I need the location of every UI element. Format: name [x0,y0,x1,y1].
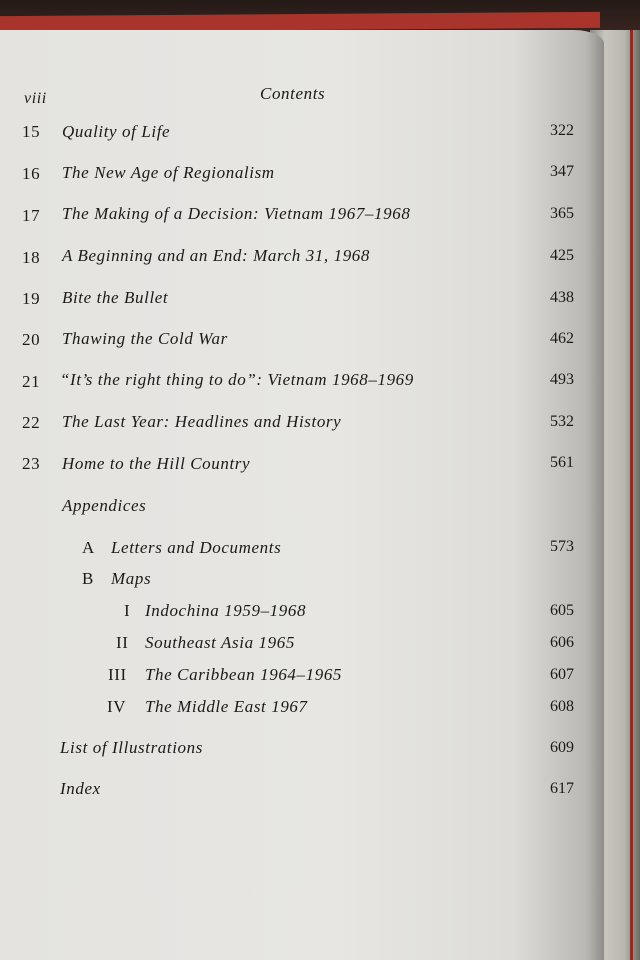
chapter-number: 16 [22,164,41,183]
map-numeral: III [108,665,127,684]
chapter-title: “It’s the right thing to do”: Vietnam 1968–1969 [60,370,414,389]
appendix-title: Maps [111,569,152,588]
illustrations-page: 609 [550,739,574,756]
chapter-title: The New Age of Regionalism [62,163,275,182]
cover-spine-line [630,30,633,960]
chapter-title: Bite the Bullet [62,288,169,307]
map-page: 608 [550,698,574,715]
chapter-page: 438 [550,289,574,306]
appendix-letter: A [82,538,95,557]
appendix-letter: B [82,569,94,588]
chapter-page: 347 [550,163,574,180]
chapter-number: 21 [22,372,41,391]
chapter-number: 17 [22,206,41,225]
index-title: Index [60,779,101,798]
map-page: 605 [550,602,574,619]
appendices-heading: Appendices [62,496,147,515]
map-title: The Middle East 1967 [145,697,308,716]
page-number-label: viii [24,90,47,107]
chapter-page: 425 [550,247,574,264]
chapter-page: 322 [550,122,574,139]
chapter-number: 22 [22,413,41,432]
chapter-number: 20 [22,330,41,349]
appendix-title: Letters and Documents [111,538,282,557]
chapter-page: 493 [550,371,574,388]
map-page: 607 [550,666,574,683]
map-numeral: I [124,601,131,620]
index-page: 617 [550,780,574,797]
page-title: Contents [260,84,326,103]
chapter-title: The Making of a Decision: Vietnam 1967–1968 [62,204,411,223]
map-numeral: II [116,633,129,652]
illustrations-title: List of Illustrations [60,738,203,757]
chapter-title: A Beginning and an End: March 31, 1968 [62,246,370,265]
contents-page [0,30,604,960]
chapter-number: 18 [22,248,41,267]
chapter-page: 462 [550,330,574,347]
chapter-page: 365 [550,205,574,222]
chapter-number: 15 [22,122,41,141]
appendix-page: 573 [550,538,574,555]
chapter-title: Thawing the Cold War [62,329,228,348]
chapter-title: Home to the Hill Country [62,454,251,473]
chapter-number: 19 [22,289,41,308]
chapter-page: 561 [550,454,574,471]
map-title: Indochina 1959–1968 [145,601,307,620]
chapter-title: Quality of Life [62,122,171,141]
chapter-number: 23 [22,454,41,473]
map-title: The Caribbean 1964–1965 [145,665,343,684]
chapter-page: 532 [550,413,574,430]
map-title: Southeast Asia 1965 [145,633,295,652]
chapter-title: The Last Year: Headlines and History [62,412,342,431]
map-numeral: IV [107,697,127,716]
map-page: 606 [550,634,574,651]
